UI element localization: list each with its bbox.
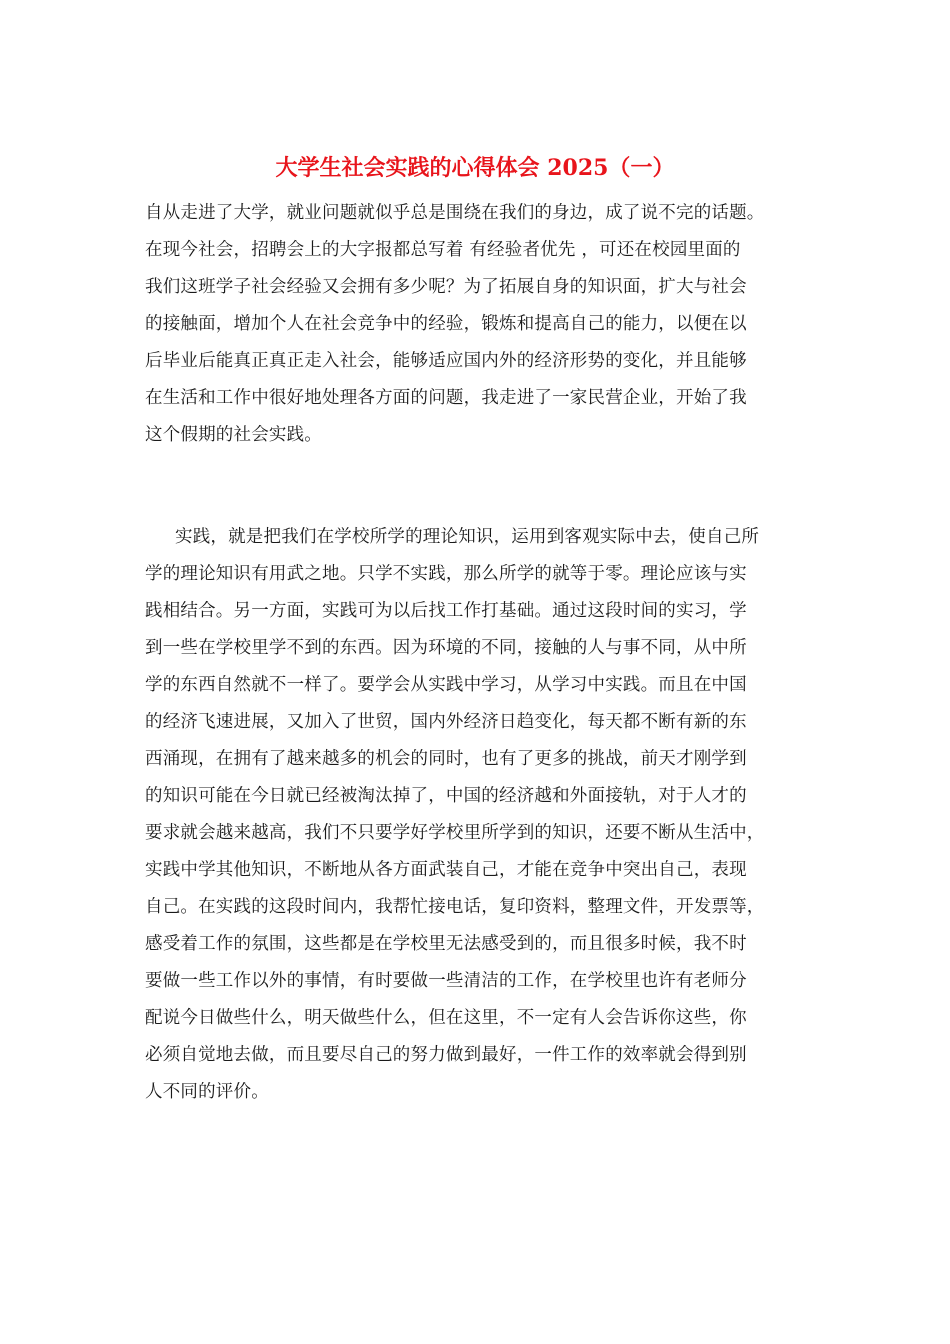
paragraph-line: 感受着工作的氛围，这些都是在学校里无法感受到的，而且很多时候，我不时: [145, 934, 747, 954]
paragraph-line: 要求就会越来越高，我们不只要学好学校里所学到的知识，还要不断从生活中，: [145, 823, 765, 843]
paragraph-line: 践相结合。另一方面，实践可为以后找工作打基础。通过这段时间的实习，学: [145, 601, 747, 621]
paragraph-line: 学的理论知识有用武之地。只学不实践，那么所学的就等于零。理论应该与实: [145, 564, 747, 584]
paragraph-1: [145, 195, 810, 454]
paragraph-line: 要做一些工作以外的事情，有时要做一些清洁的工作，在学校里也许有老师分: [145, 971, 747, 991]
paragraph-line: 的经济飞速进展，又加入了世贸，国内外经济日趋变化，每天都不断有新的东: [145, 712, 747, 732]
paragraph-line: 在生活和工作中很好地处理各方面的问题，我走进了一家民营企业，开始了我: [145, 388, 747, 408]
paragraph-line: 后毕业后能真正真正走入社会，能够适应国内外的经济形势的变化，并且能够: [145, 351, 747, 371]
paragraph-line: 我们这班学子社会经验又会拥有多少呢？为了拓展自身的知识面，扩大与社会: [145, 277, 747, 297]
paragraph-line: 自从走进了大学，就业问题就似乎总是围绕在我们的身边，成了说不完的话题。: [145, 203, 765, 223]
paragraph-line: 的知识可能在今日就已经被淘汰掉了，中国的经济越和外面接轨，对于人才的: [145, 786, 747, 806]
paragraph-line: 实践，就是把我们在学校所学的理论知识，运用到客观实际中去，使自己所: [175, 527, 760, 547]
paragraph-line: 西涌现，在拥有了越来越多的机会的同时，也有了更多的挑战，前天才刚学到: [145, 749, 747, 769]
paragraph-line: 这个假期的社会实践。: [145, 425, 322, 445]
paragraph-line: 在现今社会，招聘会上的大字报都总写着 有经验者优先 ，可还在校园里面的: [145, 240, 741, 260]
paragraph-line: 配说今日做些什么，明天做些什么，但在这里，不一定有人会告诉你这些，你: [145, 1008, 747, 1028]
document-title: 大学生社会实践的心得体会 2025（一）: [275, 155, 675, 181]
paragraph-line: 必须自觉地去做，而且要尽自己的努力做到最好，一件工作的效率就会得到别: [145, 1045, 747, 1065]
paragraph-line: 的接触面，增加个人在社会竞争中的经验，锻炼和提高自己的能力，以便在以: [145, 314, 747, 334]
paragraph-line: 人不同的评价。: [145, 1082, 269, 1102]
paragraph-line: 学的东西自然就不一样了。要学会从实践中学习，从学习中实践。而且在中国: [145, 675, 747, 695]
paragraph-line: 实践中学其他知识，不断地从各方面武装自己，才能在竞争中突出自己，表现: [145, 860, 747, 880]
paragraph-2: [145, 519, 810, 1111]
paragraph-line: 到一些在学校里学不到的东西。因为环境的不同，接触的人与事不同，从中所: [145, 638, 747, 658]
paragraph-line: 自己。在实践的这段时间内，我帮忙接电话，复印资料，整理文件，开发票等，: [145, 897, 765, 917]
